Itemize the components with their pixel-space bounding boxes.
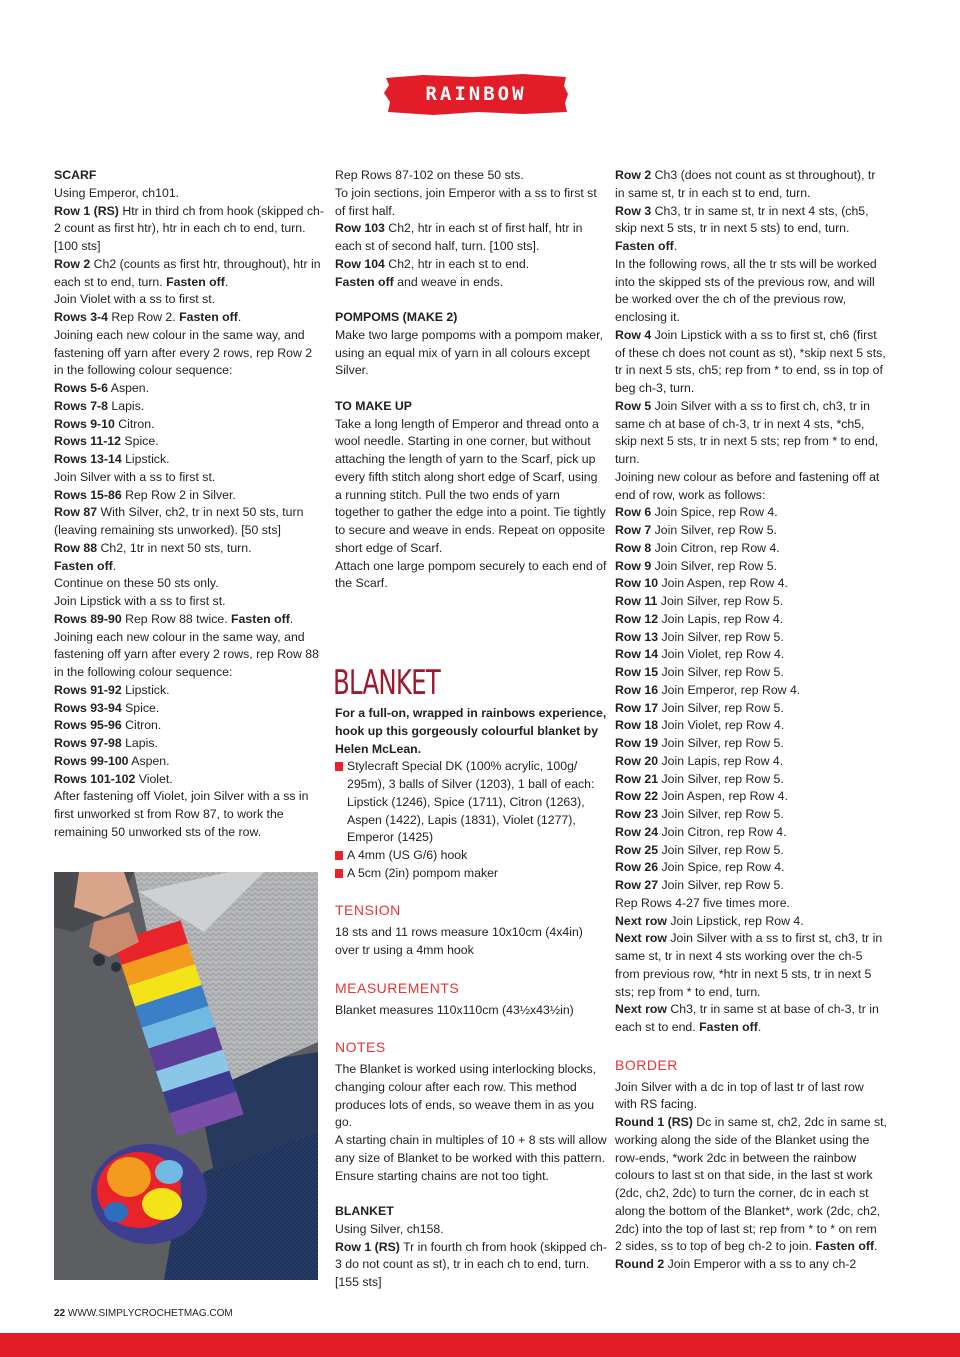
instruction-text: Attach one large pompom securely to each end of the Scarf. — [335, 558, 607, 591]
bullet-square — [335, 851, 343, 860]
instruction-text: Join Silver, rep Row 5. — [658, 807, 784, 821]
instruction-text: Join Lapis, rep Row 4. — [658, 611, 784, 626]
spacer — [335, 1185, 607, 1203]
instruction-paragraph — [615, 558, 887, 576]
row-label: Row 3 — [615, 203, 652, 218]
instruction-text: . — [874, 1239, 878, 1254]
section-title: BLANKET — [333, 663, 440, 703]
instruction-paragraph — [54, 327, 324, 380]
instruction-paragraph — [615, 540, 887, 558]
section-heading: SCARF — [54, 168, 97, 182]
instruction-paragraph — [335, 1221, 607, 1239]
row-label: Rows 15-86 — [54, 487, 122, 502]
row-label: Row 15 — [615, 665, 659, 679]
instruction-text: With Silver, ch2, tr in next 50 sts, turn (leaving remaining sts unworked). [50 sts] — [54, 505, 304, 537]
row-label: Row 25 — [615, 842, 659, 857]
instruction-text: . — [289, 611, 294, 626]
instruction-paragraph — [54, 398, 324, 416]
row-label: Next row — [615, 931, 667, 946]
instruction-paragraph — [335, 185, 607, 221]
materials-item — [335, 758, 607, 847]
row-label: Row 17 — [615, 700, 659, 715]
instruction-paragraph — [54, 433, 324, 451]
instruction-text: Lipstick. — [121, 682, 170, 697]
instruction-paragraph — [615, 1256, 887, 1274]
instruction-paragraph — [615, 575, 887, 593]
instruction-paragraph — [54, 469, 324, 487]
instruction-text: Using Emperor, ch101. — [54, 185, 180, 200]
instruction-paragraph — [54, 593, 324, 611]
instruction-text: Join Silver with a ss to first ch, ch3, tr in same ch at base of ch-3, tr in next 4 sts, *ch5, skip next 5 sts, tr in next 5 sts; rep from * to end, turn. — [615, 398, 879, 466]
materials-item — [335, 865, 607, 883]
instruction-paragraph — [615, 859, 887, 877]
instruction-paragraph — [615, 629, 887, 647]
subheading: TENSION — [335, 902, 401, 919]
row-label: Row 26 — [615, 860, 659, 875]
page-number: 22 — [54, 1308, 66, 1319]
spacer — [335, 380, 607, 398]
row-label: Fasten off — [335, 274, 394, 289]
emphasis: Fasten off — [166, 274, 225, 289]
instruction-text: Lapis. — [121, 736, 158, 750]
row-label: Row 1 (RS) — [335, 1239, 400, 1254]
instruction-paragraph — [615, 1001, 887, 1037]
emphasis: Fasten off — [815, 1239, 875, 1254]
row-label: Row 5 — [615, 398, 652, 413]
row-label: Row 27 — [615, 878, 659, 892]
instruction-paragraph — [54, 700, 324, 718]
instruction-text: . — [224, 274, 229, 289]
row-label: Row 7 — [615, 523, 652, 537]
instruction-paragraph — [615, 611, 887, 629]
instruction-text: Htr in third ch from hook (skipped ch-2 count as first htr), htr in each ch to end, turn. [100 sts] — [54, 203, 324, 253]
instruction-paragraph — [54, 558, 324, 576]
instruction-paragraph — [54, 291, 324, 309]
bullet-square — [335, 762, 343, 771]
instruction-paragraph — [615, 167, 887, 203]
instruction-paragraph — [335, 1168, 607, 1186]
instruction-text: A starting chain in multiples of 10 + 8 sts will allow any size of Blanket to be worked with this pattern. — [335, 1133, 607, 1165]
instruction-text: Join Silver, rep Row 5. — [657, 594, 784, 608]
instruction-text: Using Silver, ch158. — [335, 1221, 444, 1236]
row-label: Row 6 — [615, 505, 652, 520]
instruction-paragraph — [335, 220, 607, 256]
emphasis: Fasten off — [179, 310, 238, 324]
row-label: Row 8 — [615, 540, 652, 555]
instruction-text: Join Silver with a ss to first st, ch3, tr in same st, tr in next 4 sts working over the ch-5 from previous row, *htr in next 5 sts, tr in next 5 sts; rep from * to end, turn. — [615, 931, 883, 999]
instruction-paragraph — [54, 487, 324, 505]
instruction-paragraph — [615, 824, 887, 842]
instruction-text: Continue on these 50 sts only. — [54, 576, 219, 591]
scarf-photo — [54, 872, 318, 1280]
row-label: Row 18 — [615, 718, 659, 733]
instruction-text: and weave in ends. — [393, 274, 504, 289]
instruction-paragraph — [615, 1114, 887, 1256]
instruction-text: Join Citron, rep Row 4. — [658, 824, 787, 839]
instruction-paragraph — [615, 522, 887, 540]
instruction-text: Rep Row 2 in Silver. — [121, 487, 236, 502]
instruction-text: Rep Row 88 twice. — [121, 611, 232, 626]
row-label: Row 103 — [335, 221, 385, 236]
instruction-text: Join Silver, rep Row 5. — [658, 842, 784, 857]
instruction-paragraph — [54, 203, 324, 256]
section-heading: TO MAKE UP — [335, 398, 412, 413]
spacer — [335, 883, 607, 901]
row-label: Rows 101-102 — [54, 771, 136, 786]
instruction-text: Join Silver with a dc in top of last tr of last row with RS facing. — [615, 1079, 864, 1112]
instruction-text: Spice. — [120, 434, 159, 449]
instruction-paragraph — [615, 913, 887, 931]
instruction-text: Join Aspen, rep Row 4. — [658, 576, 788, 591]
spacer — [335, 291, 607, 309]
instruction-paragraph — [615, 895, 887, 913]
instruction-text: Citron. — [114, 416, 155, 431]
instruction-text: Join Citron, rep Row 4. — [651, 540, 780, 555]
row-label: Row 20 — [615, 753, 659, 768]
instruction-paragraph — [54, 575, 324, 593]
instruction-text: Ch3, tr in same st at base of ch-3, tr in each st to end. — [615, 1002, 879, 1034]
row-label: Row 88 — [54, 540, 98, 555]
instruction-text: Make two large pompoms with a pompom maker, using an equal mix of yarn in all colours except Silver. — [335, 327, 603, 378]
instruction-text: Ch2 (counts as first htr, throughout), htr in each st to end, turn. — [54, 256, 321, 289]
instruction-text: Take a long length of Emperor and thread onto a wool needle. Starting in one corner, but without attaching the length of yarn to the Scarf, pick up every fifth stitch along short edge of Scarf, using a running stitch. Pull the two ends of yarn together to gather the edge into a point. Tie tightly to secure and weave in ends. Repeat on opposite short edge of Scarf. — [335, 416, 606, 555]
instruction-text: Violet. — [135, 771, 173, 786]
instruction-paragraph — [54, 788, 324, 841]
instruction-text: Join Lapis, rep Row 4. — [658, 753, 784, 768]
instruction-text: Ch3 (does not count as st throughout), tr in same st, tr in each st to end, turn. — [615, 168, 876, 200]
instruction-text: . — [112, 558, 117, 573]
instruction-text: Join Silver, rep Row 5. — [658, 878, 784, 892]
instruction-text: Join Aspen, rep Row 4. — [658, 789, 788, 804]
instruction-text: Join Silver, rep Row 5. — [651, 558, 777, 573]
instruction-paragraph — [615, 469, 887, 505]
instruction-paragraph — [615, 1079, 887, 1115]
row-label: Row 10 — [615, 576, 659, 591]
row-label: Rows 3-4 — [54, 310, 108, 324]
row-label: Rows 95-96 — [54, 718, 122, 733]
instruction-paragraph — [54, 309, 324, 327]
row-label: Row 4 — [615, 327, 652, 342]
row-label: Next row — [615, 913, 667, 928]
instruction-paragraph — [615, 788, 887, 806]
instruction-text: In the following rows, all the tr sts will be worked into the skipped sts of the previous row, and will be worked over the ch of the previous row, enclosing it. — [615, 256, 877, 324]
instruction-text: Join Silver, rep Row 5. — [658, 771, 784, 786]
instruction-paragraph — [335, 327, 607, 380]
instruction-text: Lipstick. — [121, 452, 170, 466]
instruction-text: Join Spice, rep Row 4. — [651, 505, 778, 520]
row-label: Rows 11-12 — [54, 434, 121, 449]
row-label: Rows 13-14 — [54, 452, 122, 466]
page-footer — [54, 1308, 233, 1319]
instruction-paragraph — [615, 771, 887, 789]
section-heading: BLANKET — [335, 1204, 394, 1218]
row-label: Next row — [615, 1002, 667, 1017]
row-label: Row 1 (RS) — [54, 203, 119, 218]
row-label: Row 19 — [615, 736, 659, 750]
instruction-paragraph — [335, 1132, 607, 1168]
instruction-text: Tr in fourth ch from hook (skipped ch-3 do not count as st), tr in each ch to end, turn. [155 sts] — [335, 1239, 607, 1289]
instruction-text: Spice. — [121, 700, 160, 715]
emphasis: Fasten off — [699, 1020, 758, 1034]
row-label: Rows 91-92 — [54, 682, 122, 697]
bullet-square — [335, 869, 343, 878]
instruction-paragraph — [335, 558, 607, 594]
instruction-paragraph — [335, 167, 607, 185]
instruction-text: Blanket measures 110x110cm (43½x43½in) — [335, 1002, 574, 1017]
scarf-column — [54, 167, 324, 842]
instruction-paragraph — [615, 398, 887, 469]
row-label: Row 2 — [615, 168, 652, 182]
blanket-rows-column — [615, 167, 887, 1274]
instruction-paragraph — [615, 682, 887, 700]
emphasis: Fasten off — [231, 611, 290, 626]
instruction-text: . — [237, 310, 242, 324]
row-label: Row 24 — [615, 824, 659, 839]
instruction-paragraph — [54, 717, 324, 735]
instruction-text: 18 sts and 11 rows measure 10x10cm (4x4in) over tr using a 4mm hook — [335, 925, 583, 957]
instruction-paragraph — [335, 274, 607, 292]
instruction-text: Join Lipstick with a ss to first st. — [54, 594, 226, 608]
instruction-paragraph — [54, 380, 324, 398]
instruction-text: Join Lipstick with a ss to first st, ch6 (first of these ch does not count as st), *skip next 5 sts, tr in next 5 sts, ch5; rep from * to end, ss in top of beg ch-3, turn. — [615, 327, 886, 395]
instruction-paragraph — [615, 877, 887, 895]
materials-item — [335, 847, 607, 865]
instruction-paragraph — [615, 753, 887, 771]
materials-text: Stylecraft Special DK (100% acrylic, 100g/ 295m), 3 balls of Silver (1203), 1 ball of each: Lipstick (1246), Spice (1711), Citron (1263), Aspen (1422), Lapis (1831), Violet (1277), Emperor (1425) — [347, 759, 595, 845]
banner-title: RAINBOW IDEAS — [425, 83, 527, 149]
instruction-text: . — [673, 239, 678, 253]
row-label: Rows 7-8 — [54, 398, 108, 413]
instruction-paragraph — [335, 1002, 607, 1020]
instruction-paragraph — [54, 629, 324, 682]
instruction-paragraph — [615, 664, 887, 682]
row-label: Rows 93-94 — [54, 700, 122, 715]
row-label: Row 12 — [615, 611, 659, 626]
instruction-text: Join Violet, rep Row 4. — [658, 718, 785, 733]
instruction-text: Join Silver, rep Row 5. — [658, 700, 784, 715]
instruction-text: Join Lipstick, rep Row 4. — [666, 913, 804, 928]
instruction-text: Join Violet with a ss to first st. — [54, 292, 216, 307]
subheading: MEASUREMENTS — [335, 979, 460, 996]
instruction-text: Aspen. — [128, 753, 170, 768]
bottom-color-bar — [0, 1333, 960, 1357]
row-label: Row 22 — [615, 789, 659, 804]
instruction-paragraph — [615, 256, 887, 327]
spacer — [335, 593, 607, 628]
instruction-text: Join Silver, rep Row 5. — [658, 736, 784, 750]
subheading: NOTES — [335, 1039, 386, 1055]
instruction-paragraph — [615, 735, 887, 753]
spacer — [615, 1037, 887, 1055]
spacer — [335, 1019, 607, 1037]
instruction-text: Rep Rows 87-102 on these 50 sts. — [335, 168, 524, 182]
instruction-paragraph — [54, 753, 324, 771]
instruction-text: Rep Rows 4-27 five times more. — [615, 895, 790, 910]
instruction-paragraph — [335, 256, 607, 274]
instruction-text: Rep Row 2. — [108, 310, 180, 324]
instruction-paragraph — [335, 1061, 607, 1132]
row-label: Row 14 — [615, 647, 659, 662]
row-label: Round 1 (RS) — [615, 1115, 693, 1129]
instruction-text: Join Emperor, rep Row 4. — [658, 682, 801, 697]
instruction-text: Joining each new colour in the same way, and fastening off yarn after every 2 rows, rep Row 88 in the following colour sequence: — [54, 629, 319, 679]
row-label: Row 23 — [615, 807, 659, 821]
row-label: Rows 9-10 — [54, 416, 115, 431]
instruction-text: After fastening off Violet, join Silver with a ss in first unworked st from Row 87, to work the remaining 50 unworked sts of the row. — [54, 789, 309, 839]
instruction-text: Join Silver with a ss to first st. — [54, 469, 216, 484]
instruction-text: Lapis. — [108, 398, 145, 413]
row-label: Row 104 — [335, 256, 385, 271]
row-label: Row 9 — [615, 558, 652, 573]
row-label: Rows 97-98 — [54, 736, 122, 750]
instruction-text: Ensure starting chains are not too tight. — [335, 1168, 549, 1183]
materials-text: A 5cm (2in) pompom maker — [347, 865, 499, 880]
row-label: Fasten off — [615, 239, 674, 253]
instruction-text: The Blanket is worked using interlocking blocks, changing colour after each row. This method produces lots of ends, so weave them in as you go. — [335, 1062, 597, 1130]
pompoms-blanket-column — [335, 167, 607, 1292]
instruction-paragraph — [615, 593, 887, 611]
instruction-paragraph — [615, 806, 887, 824]
instruction-text: Ch3, tr in same st, tr in next 4 sts, (ch5, skip next 5 sts, tr in next 5 sts) to end, turn. — [615, 203, 869, 236]
instruction-paragraph — [54, 504, 324, 540]
instruction-paragraph — [54, 416, 324, 434]
instruction-text: Ch2, htr in each st to end. — [384, 256, 530, 271]
instruction-paragraph — [615, 327, 887, 398]
section-heading: POMPOMS (MAKE 2) — [335, 310, 458, 324]
instruction-paragraph — [615, 203, 887, 239]
instruction-paragraph — [54, 451, 324, 469]
instruction-paragraph — [54, 735, 324, 753]
row-label: Rows 5-6 — [54, 381, 108, 395]
instruction-text: Joining new colour as before and fastening off at end of row, work as follows: — [615, 469, 880, 502]
instruction-paragraph — [615, 930, 887, 1001]
instruction-paragraph — [54, 540, 324, 558]
instruction-paragraph — [54, 682, 324, 700]
section-heading: For a full-on, wrapped in rainbows experience, hook up this gorgeously colourful blanket by Helen McLean. — [335, 706, 607, 756]
instruction-paragraph — [54, 611, 324, 629]
instruction-text: Citron. — [121, 718, 162, 733]
row-label: Row 11 — [615, 594, 658, 608]
instruction-text: Ch2, 1tr in next 50 sts, turn. — [97, 540, 252, 555]
instruction-text: Join Spice, rep Row 4. — [658, 860, 785, 875]
instruction-text: Join Emperor with a ss to any ch-2 — [664, 1257, 857, 1271]
section-banner — [383, 72, 569, 149]
instruction-paragraph — [615, 238, 887, 256]
instruction-text: Join Silver, rep Row 5. — [658, 665, 784, 679]
instruction-text: Aspen. — [108, 381, 150, 395]
instruction-text: Join Silver, rep Row 5. — [651, 523, 777, 537]
instruction-paragraph — [335, 416, 607, 558]
row-label: Fasten off — [54, 558, 113, 573]
instruction-paragraph — [54, 256, 324, 292]
rainbow-scarf-illustration — [54, 872, 318, 1280]
instruction-paragraph — [335, 1239, 607, 1292]
instruction-paragraph — [615, 646, 887, 664]
row-label: Row 21 — [615, 771, 659, 786]
row-label: Rows 99-100 — [54, 753, 129, 768]
row-label: Round 2 — [615, 1257, 665, 1271]
instruction-text: Join Silver, rep Row 5. — [658, 629, 784, 644]
instruction-paragraph — [54, 771, 324, 789]
instruction-paragraph — [615, 504, 887, 522]
instruction-text: . — [757, 1020, 762, 1034]
instruction-paragraph — [335, 924, 607, 960]
instruction-text: Join Violet, rep Row 4. — [658, 647, 785, 662]
row-label: Row 2 — [54, 256, 91, 271]
instruction-paragraph — [615, 700, 887, 718]
spacer — [335, 628, 607, 663]
instruction-text: Joining each new colour in the same way, and fastening off yarn after every 2 rows, rep Row 2 in the following colour sequence: — [54, 327, 313, 378]
instruction-paragraph — [615, 842, 887, 860]
row-label: Row 16 — [615, 682, 659, 697]
row-label: Row 87 — [54, 505, 98, 520]
instruction-text: Ch2, htr in each st of first half, htr in each st of second half, turn. [100 sts]. — [335, 221, 583, 253]
instruction-text: To join sections, join Emperor with a ss to first st of first half. — [335, 185, 597, 218]
instruction-text: Dc in same st, ch2, 2dc in same st, working along the side of the Blanket using the row-ends, *work 2dc in between the rainbow colours to last st on that side, in the last st work (2dc, ch2, 2dc) to turn the corner, dc in each st along the bottom of the Blanket*, work (2dc, ch2, 2dc) into the top of last st; rep from * to * on rem 2 sides, ss to top of beg ch-2 to join. — [615, 1115, 887, 1254]
materials-text: A 4mm (US G/6) hook — [347, 848, 468, 862]
website-url: WWW.SIMPLYCROCHETMAG.COM — [67, 1308, 233, 1319]
instruction-paragraph — [54, 185, 324, 203]
spacer — [335, 960, 607, 978]
subheading: BORDER — [615, 1056, 678, 1073]
row-label: Rows 89-90 — [54, 611, 122, 626]
instruction-paragraph — [615, 717, 887, 735]
row-label: Row 13 — [615, 629, 659, 644]
